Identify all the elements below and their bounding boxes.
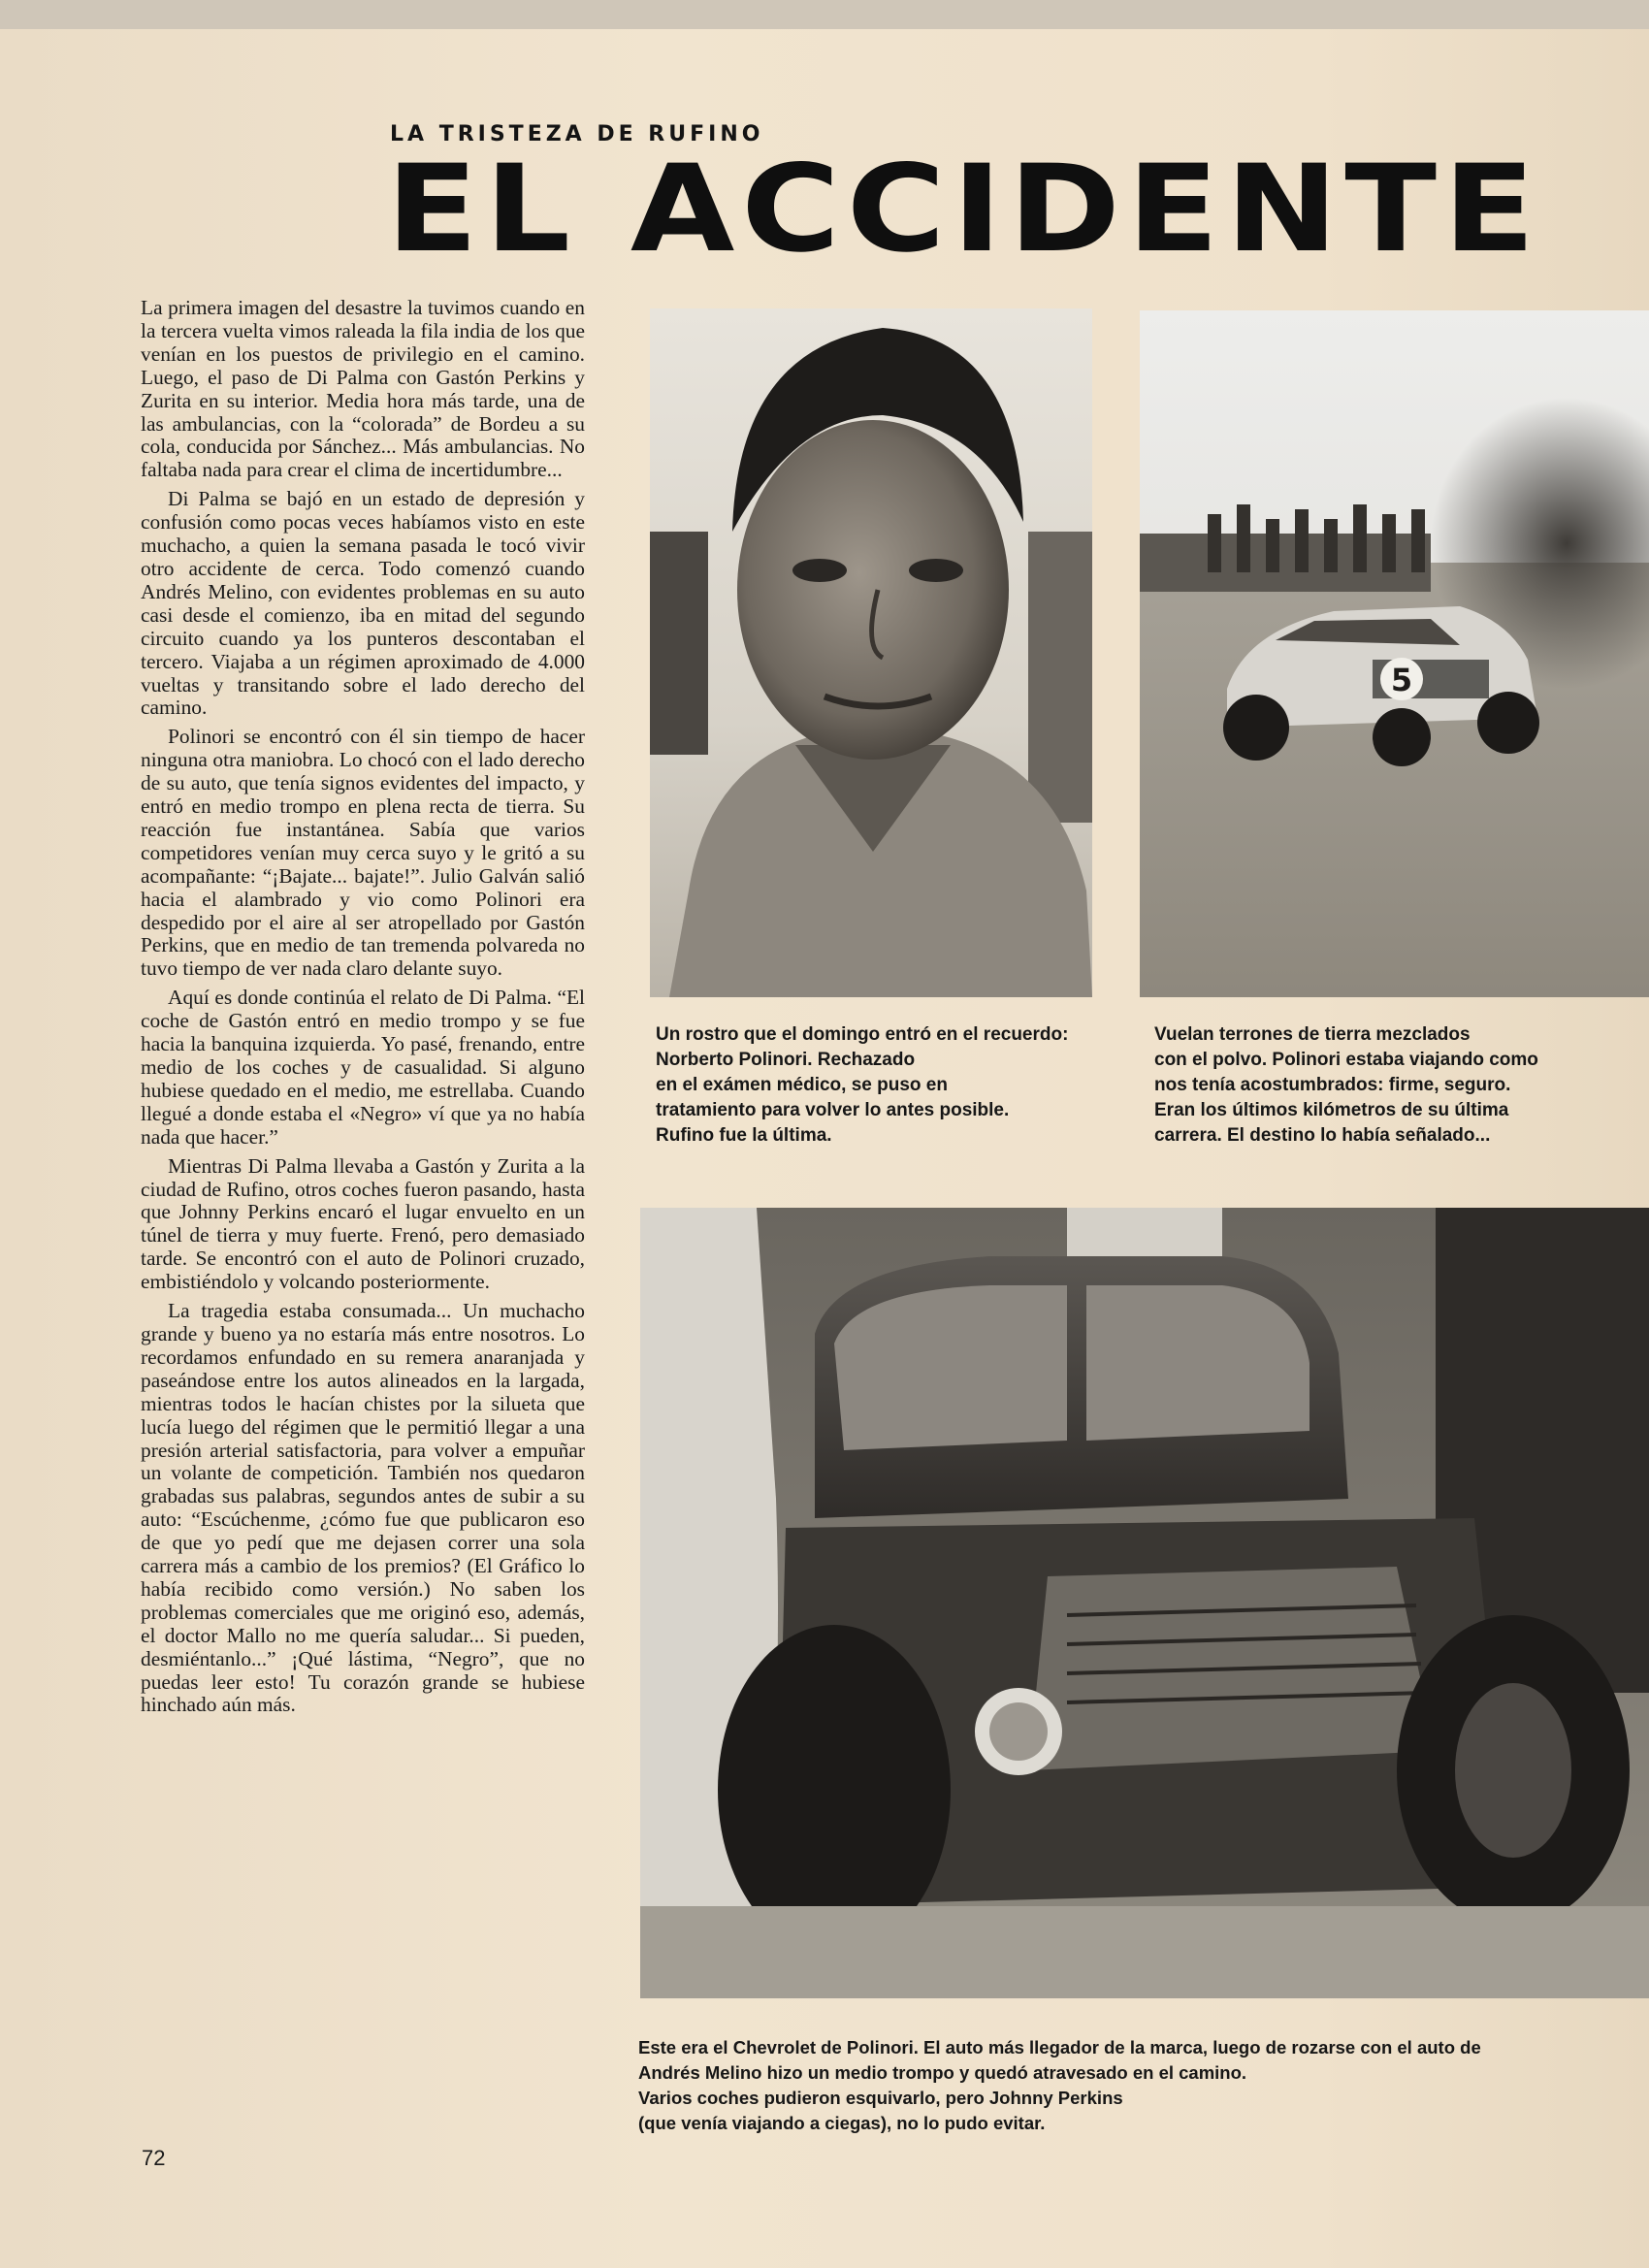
race-car-number: 5: [1390, 662, 1413, 698]
caption-line: (que venía viajando a ciegas), no lo pudo evitar.: [638, 2113, 1046, 2133]
caption-line: Un rostro que el domingo entró en el recuerdo:: [656, 1024, 1069, 1045]
scan-border: [0, 0, 1649, 29]
body-paragraph: La primera imagen del desastre la tuvimos cuando en la tercera vuelta vimos raleada la fila india de los que venían en los puestos de privilegio en el camino. Luego, el paso de Di Palma con Gastón Perkins y Zurita en su interior. Media hora más tarde, una de las ambulancias, con la “colorada” de Bordeu a su cola, conducida por Sánchez... Más ambulancias. No faltaba nada para crear el clima de incertidumbre...: [141, 296, 585, 482]
body-paragraph: Polinori se encontró con él sin tiempo de hacer ninguna otra maniobra. Lo chocó con el lado derecho de su auto, que tenía signos evidentes del impacto, y entró en medio trompo en plena recta de tierra. Su reacción fue instantánea. Sabía que varios competidores venían muy cerca suyo y le gritó a su acompañante: “¡Bajate... bajate!”. Julio Galván salió hacia el alambrado y vio como Polinori era despedido por el aire al ser atropellado por Gastón Perkins, que en medio de tan tremenda polvareda no tuvo tiempo de ver nada claro delante suyo.: [141, 725, 585, 981]
body-paragraph: Mientras Di Palma llevaba a Gastón y Zurita a la ciudad de Rufino, otros coches fueron pasando, hasta que Johnny Perkins encaró el lugar envuelto en un túnel de tierra y muy fuerte. Frenó, pero demasiado tarde. Se encontró con el auto de Polinori cruzado, embistiéndolo y volcando posteriormente.: [141, 1153, 585, 1294]
body-paragraph: Aquí es donde continúa el relato de Di Palma. “El coche de Gastón entró en medio trompo y se fue hacia la banquina izquierda. Yo pasé, frenando, entre medio de los coches y de casualidad. Si alguno hubiese quedado en el medio, me estrellaba. Cuando llegué a donde estaba el «Negro» ví que ya no había nada que hacer.”: [141, 986, 585, 1149]
wreck-photo: [640, 1208, 1649, 1998]
caption-line: Vuelan terrones de tierra mezclados: [1154, 1024, 1471, 1045]
caption-line: tratamiento para volver lo antes posible.: [656, 1100, 1010, 1120]
portrait-photo: [650, 308, 1092, 997]
body-paragraph: La tragedia estaba consumada... Un muchacho grande y bueno ya no estaría más entre nosotros. Lo recordamos enfundado en su remera anaranjada y paseándose entre los autos alineados en la largada, mientras todos le hacían chistes por la silueta que lucía luego del régimen que le permitió llegar a una presión arterial satisfactoria, para volver a empuñar un volante de competición. También nos quedaron grabadas sus palabras, segundos antes de subir a su auto: “Escúchenme, ¿cómo fue que publicaron eso de que yo pedí que me dejasen correr una sola carrera más a cambio de los premios? (El Gráfico lo había recibido como versión.) No saben los problemas comerciales que me originó eso, además, el doctor Mallo no me quería saludar... Si pueden, desmiéntanlo...” ¡Qué lástima, “Negro”, que no puedas leer esto! Tu corazón grande se hubiese hinchado aún más.: [141, 1299, 585, 1717]
article-kicker: LA TRISTEZA DE RUFINO: [390, 122, 764, 146]
caption-line: Varios coches pudieron esquivarlo, pero Johnny Perkins: [638, 2088, 1123, 2108]
page-number: 72: [142, 2146, 166, 2170]
caption-line: en el exámen médico, se puso en: [656, 1075, 948, 1095]
portrait-caption: [656, 1022, 1068, 1149]
caption-line: nos tenía acostumbrados: firme, seguro.: [1154, 1075, 1511, 1095]
race-photo: [1140, 310, 1649, 997]
caption-line: Andrés Melino hizo un medio trompo y quedó atravesado en el camino.: [638, 2062, 1247, 2083]
wreck-caption: [638, 2035, 1481, 2136]
article-body: [141, 297, 585, 1723]
caption-line: Norberto Polinori. Rechazado: [656, 1050, 916, 1070]
caption-line: con el polvo. Polinori estaba viajando como: [1154, 1050, 1538, 1070]
caption-line: Rufino fue la última.: [656, 1125, 832, 1146]
body-paragraph: Di Palma se bajó en un estado de depresión y confusión como pocas veces habíamos visto en este muchacho, a quien la semana pasada le tocó vivir otro accidente de cerca. Todo comenzó cuando Andrés Melino, con evidentes problemas en su auto casi desde el comienzo, iba en mitad del segundo circuito cuando ya los punteros descontaban el tercero. Viajaba a un régimen aproximado de 4.000 vueltas y transitando sobre el lado derecho del camino.: [141, 487, 585, 720]
caption-line: Eran los últimos kilómetros de su última: [1154, 1100, 1509, 1120]
race-caption: [1154, 1022, 1538, 1149]
caption-line: carrera. El destino lo había señalado...: [1154, 1125, 1491, 1146]
article-headline: EL ACCIDENTE: [386, 151, 1542, 268]
caption-line: Este era el Chevrolet de Polinori. El auto más llegador de la marca, luego de rozarse con el auto de: [638, 2037, 1481, 2057]
